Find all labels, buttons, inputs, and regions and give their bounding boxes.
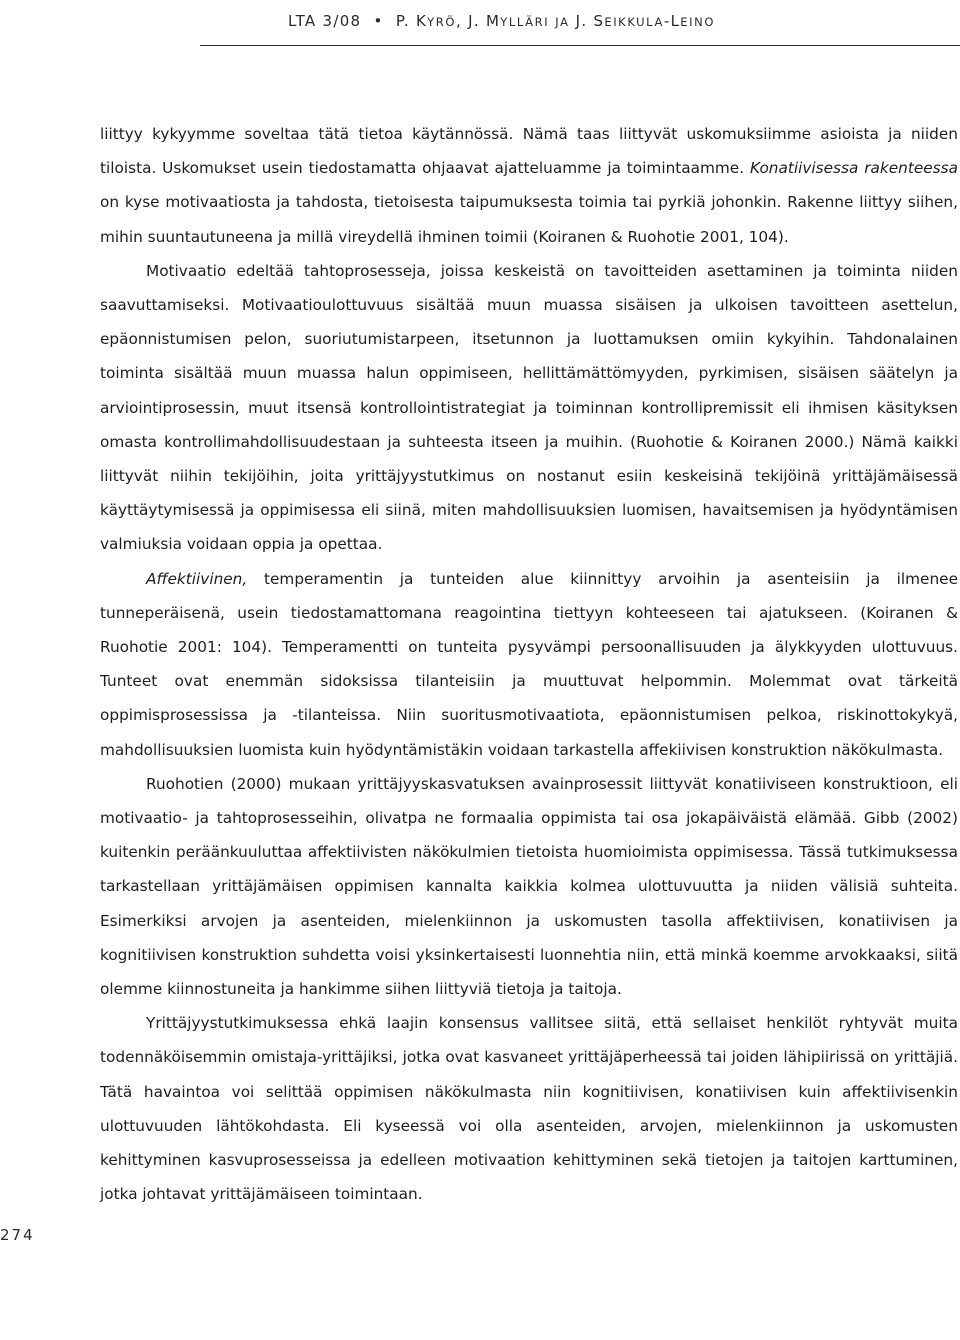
paragraph-1 [100,117,958,254]
author-3-dash: -L [663,12,681,30]
paragraph-5 [100,1006,958,1211]
paragraph-3 [100,562,958,767]
article-body [100,117,958,1212]
page-number: 274 [0,1226,35,1244]
author-3-rest: EIKKULA [604,15,664,29]
paragraph-1-text-a: liittyy kykyymme soveltaa tätä tietoa käytännössä. Nämä taas liittyvät uskomuksiimme asioista ja niiden tiloista. Uskomukset usein tiedostamatta ohjaavat ajatteluamme ja toimintaamme. [100,125,958,178]
paragraph-4-text: Ruohotien (2000) mukaan yrittäjyyskasvatuksen avainprosessit liittyvät konatiiviseen konstruktioon, eli motivaatio- ja tahtoprosesseihin, olivatpa ne formaalia oppimista tai osa jokapäiväistä elämää. Gibb (2002) kuitenkin peräänkuuluttaa affektiivisten näkökulmien tietoista huomioimista oppimisessa. Tässä tutkimuksessa tarkastellaan yrittäjämäisen oppimisen kannalta kaikkia kolmea ulottuvuutta ja niiden välisiä suhteita. Esimerkiksi arvojen ja asenteiden, mielenkiinnon ja uskomusten tasolla affektiivisen, konatiivisen ja kognitiivisen konstruktion suhdetta voisi yksinkertaisesti luonnehtia niin, että minkä koemme arvokkaaksi, siitä olemme kiinnostuneita ja hankimme siihen liittyviä tietoja ja taitoja. [100,774,958,999]
author-conjunction: JA [555,15,570,29]
author-2-rest: YLLÄRI [500,15,550,29]
author-1-rest: YRÖ [427,15,457,29]
running-header [200,0,960,46]
journal-issue: LTA 3/08 [288,12,362,30]
header-bullet: • [373,12,384,30]
author-separator: , J. M [456,12,501,30]
paragraph-5-text: Yrittäjyystutkimuksessa ehkä laajin konsensus vallitsee siitä, että sellaiset henkilöt ryhtyvät muita todennäköisemmin omistaja-yrittäjiksi, jotka ovat kasvaneet yrittäjäperheessä tai joiden lähipiirissä on yrittäjiä. Tätä havaintoa voi selittää oppimisen näkökulmasta niin kognitiivisen, konatiivisen kuin affektiivisenkin ulottuvuuden lähtökohdasta. Eli kyseessä voi olla asenteiden, arvojen, mielenkiinnon ja uskomusten kehittyminen kasvuprosesseissa ja edelleen motivaation kehittyminen sekä tietojen ja taitojen karttuminen, jotka johtavat yrittäjämäiseen toimintaan. [100,1014,958,1204]
author-1-initial: P. K [395,12,428,30]
author-3-initial: J. S [575,12,605,30]
paragraph-1-italic-term: Konatiivisessa rakenteessa [749,159,958,178]
paragraph-2-text: Motivaatio edeltää tahtoprosesseja, joissa keskeistä on tavoitteiden asettaminen ja toiminta niiden saavuttamiseksi. Motivaatioulottuvuus sisältää muun muassa sisäisen ja ulkoisen tavoitteen asettelun, epäonnistumisen pelon, suoriutumistarpeen, itsetunnon ja luottamuksen omiin kykyihin. Tahdonalainen toiminta sisältää muun muassa halun oppimiseen, hellittämättömyyden, pyrkimisen, sisäisen säätelyn ja arviointiprosessin, muut itsensä kontrollointistrategiat ja toiminnan kontrollipremissit eli ihmisen käsityksen omasta kontrollimahdollisuudestaan ja suhteesta itseen ja muihin. (Ruohotie & Koiranen 2000.) Nämä kaikki liittyvät niihin tekijöihin, joita yrittäjyystutkimus on nostanut esiin keskeisinä tekijöinä yrittäjämäisessä käyttäytymisessä ja oppimisessa eli siinä, miten mahdollisuuksien luomisen, havaitsemisen ja hyödyntämisen valmiuksia voidaan oppia ja opettaa. [100,261,958,554]
paragraph-1-text-b: on kyse motivaatiosta ja tahdosta, tietoisesta taipumuksesta toimia tai pyrkiä johonkin. Rakenne liittyy siihen, mihin suuntautuneena ja millä vireydellä ihminen toimii (Koiranen & Ruohotie 2001, 104). [100,193,958,246]
paragraph-3-text: temperamentin ja tunteiden alue kiinnittyy arvoihin ja asenteisiin ja ilmenee tunneperäisenä, usein tiedostamattomana reagointina tiettyyn kohteeseen tai ajatukseen. (Koiranen & Ruohotie 2001: 104). Temperamentti on tunteita pysyvämpi persoonallisuuden ja älykkyyden ulottuvuus. Tunteet ovat enemmän sidoksissa tilanteisiin ja muuttuvat helpommin. Molemmat ovat tärkeitä oppimisprosessissa ja -tilanteissa. Niin suoritusmotivaatiota, epäonnistumisen pelkoa, riskinottokykyä, mahdollisuuksien luomista kuin hyödyntämistäkin voidaan tarkastella affekiivisen konstruktion näkökulmasta. [100,569,958,759]
author-3-rest-2: EINO [680,15,716,29]
paragraph-3-italic-term: Affektiivinen, [146,569,248,588]
paragraph-4 [100,767,958,1006]
paragraph-2 [100,254,958,562]
